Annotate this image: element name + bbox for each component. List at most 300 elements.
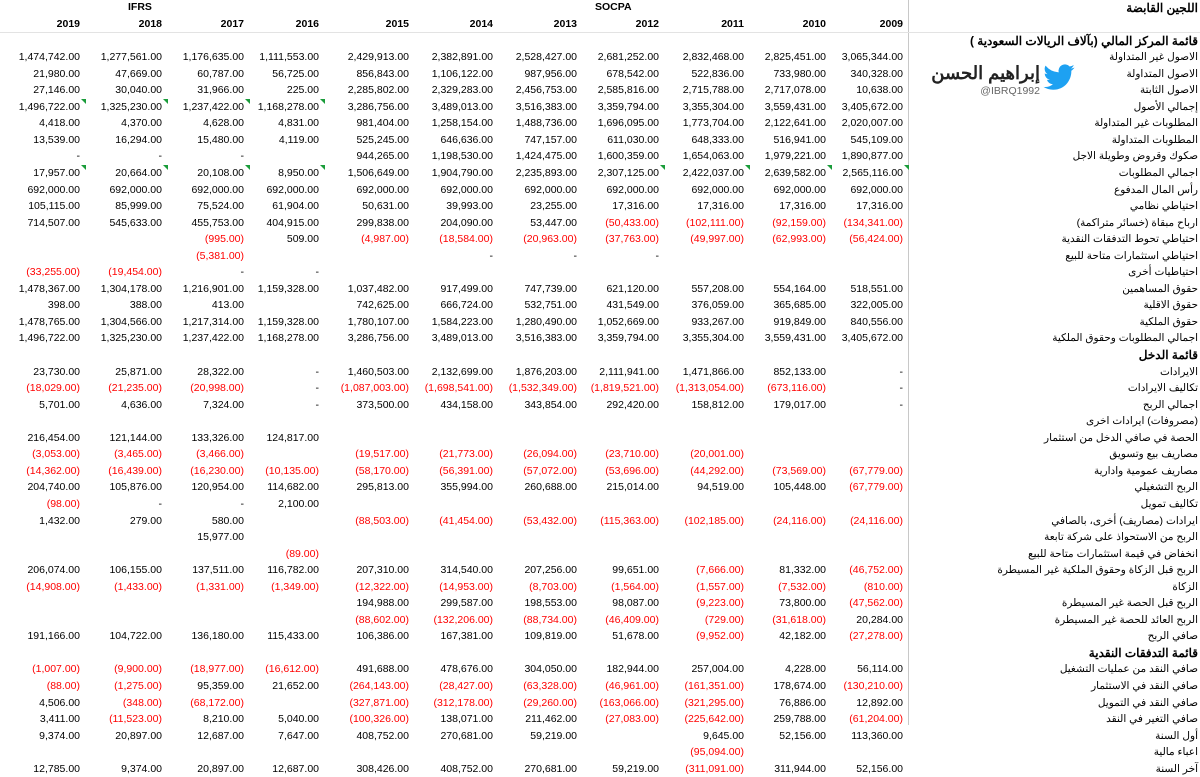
row-label: الربح قبل الزكاة وحقوق الملكية غير المسيطرة (997, 564, 1198, 577)
section-title: قائمة المركز المالي (بآلاف الريالات السعودية ) (969, 33, 1198, 48)
table-row (0, 364, 1200, 380)
cell-2009: 10,638.00 (856, 84, 903, 97)
cell-2016: 12,687.00 (272, 762, 319, 775)
cell-2011: (311,091.00) (685, 762, 744, 775)
cell-2011: 17,316.00 (697, 200, 744, 213)
row-label: الايرادات (1159, 365, 1198, 378)
row-label: احتياطيات أخرى (1128, 266, 1198, 279)
cell-2019: 3,411.00 (39, 713, 80, 726)
row-label: الربح قبل الحصة غير المسيطرة (1061, 597, 1198, 610)
row-label: حقوق الاقلية (1143, 299, 1198, 312)
cell-2018: (21,235.00) (108, 382, 162, 395)
cell-2015: 373,500.00 (356, 398, 409, 411)
cell-comment-flag (320, 99, 325, 104)
cell-2009: 322,005.00 (850, 299, 903, 312)
table-row (0, 198, 1200, 214)
row-label: رأس المال المدفوع (1113, 183, 1198, 196)
cell-2011: 3,355,304.00 (682, 332, 744, 345)
cell-2014: 646,636.00 (440, 133, 493, 146)
cell-2016: 8,950.00 (278, 166, 319, 179)
section-title: قائمة الدخل (1138, 348, 1198, 362)
cell-2014: 2,132,699.00 (431, 365, 493, 378)
cell-2015: 194,988.00 (356, 597, 409, 610)
cell-2013: 53,447.00 (530, 216, 577, 229)
cell-2014: 434,158.00 (440, 398, 493, 411)
table-row (0, 165, 1200, 181)
cell-2011: 257,004.00 (691, 663, 744, 676)
cell-2016: - (315, 382, 319, 395)
table-row (0, 446, 1200, 462)
cell-comment-flag (81, 165, 86, 170)
cell-2013: 260,688.00 (524, 481, 577, 494)
cell-2019: 692,000.00 (27, 183, 80, 196)
cell-2017: (5,381.00) (196, 249, 244, 262)
cell-2012: 17,316.00 (612, 200, 659, 213)
cell-2015: 3,286,756.00 (347, 100, 409, 113)
table-row (0, 612, 1200, 628)
cell-2010: (7,532.00) (778, 580, 826, 593)
company-name: اللجين القابضة (1126, 1, 1198, 15)
table-row (0, 546, 1200, 562)
cell-2011: (161,351.00) (684, 680, 744, 692)
cell-2014: 299,587.00 (440, 597, 493, 610)
cell-2019: 1,496,722.00 (18, 100, 80, 113)
table-row (0, 661, 1200, 677)
table-row (0, 380, 1200, 396)
cell-2016: 115,433.00 (267, 630, 319, 643)
cell-2016: 124,817.00 (266, 431, 319, 444)
row-label: صافي النقد في الاستثمار (1091, 680, 1198, 692)
table-row (0, 148, 1200, 164)
table-row (0, 562, 1200, 578)
cell-2016: (1,349.00) (271, 580, 319, 593)
cell-2015: (19,517.00) (355, 448, 409, 461)
cell-2015: 295,813.00 (356, 481, 409, 494)
cell-2013: (53,432.00) (523, 514, 577, 527)
table-row (0, 215, 1200, 231)
cell-2014: (56,391.00) (439, 464, 493, 477)
cell-2019: 1,496,722.00 (18, 332, 80, 345)
cell-2009: (67,779.00) (849, 464, 903, 477)
table-row (0, 728, 1200, 744)
year-header-2014: 2014 (469, 18, 493, 30)
cell-2019: (98.00) (46, 497, 80, 510)
cell-2017: 20,108.00 (197, 166, 244, 179)
cell-2019: (3,053.00) (32, 448, 80, 461)
cell-2011: 9,645.00 (703, 729, 744, 742)
cell-2010: 3,559,431.00 (764, 332, 826, 345)
table-row (0, 579, 1200, 595)
cell-2011: (20,001.00) (690, 448, 744, 461)
cell-2010: 1,979,221.00 (764, 150, 826, 163)
cell-2012: (46,961.00) (605, 680, 659, 692)
cell-2009: 340,328.00 (850, 67, 903, 80)
cell-2017: 1,217,314.00 (182, 315, 244, 328)
cell-2018: 1,325,230.00 (100, 100, 162, 113)
cell-2019: 27,146.00 (33, 84, 80, 97)
year-header-2016: 2016 (295, 18, 319, 30)
cell-2009: 2,565,116.00 (842, 166, 903, 179)
cell-2011: 2,832,468.00 (682, 51, 744, 64)
cell-2009: 3,065,344.00 (841, 51, 903, 64)
cell-2010: (31,618.00) (772, 613, 826, 626)
cell-2011: 2,422,037.00 (682, 166, 744, 179)
cell-2016: 1,168,278.00 (257, 332, 319, 345)
cell-2010: 692,000.00 (773, 183, 826, 196)
row-label: المطلوبات غير المتداولة (1094, 117, 1198, 130)
cell-2012: (163,066.00) (599, 696, 659, 709)
cell-2010: 105,448.00 (773, 481, 826, 494)
table-row (0, 695, 1200, 711)
cell-2018: 105,876.00 (109, 481, 162, 494)
cell-2016: 4,119.00 (278, 133, 319, 146)
cell-2009: 113,360.00 (851, 729, 903, 742)
row-label: الربح التشغيلي (1134, 481, 1198, 494)
table-row (0, 496, 1200, 512)
cell-2012: 51,678.00 (612, 630, 659, 643)
cell-2013: 747,157.00 (524, 133, 577, 146)
cell-2014: 314,540.00 (440, 564, 493, 577)
cell-2012: (53,696.00) (605, 464, 659, 477)
cell-comment-flag (163, 99, 168, 104)
cell-2015: 491,688.00 (356, 663, 409, 676)
cell-2011: 933,267.00 (691, 315, 744, 328)
cell-2019: (88.00) (46, 680, 80, 692)
year-header-2015: 2015 (385, 18, 409, 30)
cell-2009: (46,752.00) (849, 564, 903, 577)
cell-2012: (50,433.00) (605, 216, 659, 229)
cell-2012: (37,763.00) (605, 233, 659, 246)
cell-2010: 733,980.00 (773, 67, 826, 80)
cell-2017: 413.00 (211, 299, 244, 312)
cell-2009: 518,551.00 (850, 282, 903, 295)
row-label: الزكاة (1172, 580, 1198, 593)
cell-2015: (58,170.00) (355, 464, 409, 477)
cell-2017: 15,977.00 (197, 531, 244, 544)
cell-2019: 191,166.00 (27, 630, 80, 643)
cell-2012: 1,600,359.00 (597, 150, 659, 163)
cell-2011: (9,223.00) (696, 597, 744, 610)
cell-2011: (95,094.00) (690, 746, 744, 759)
table-row (0, 264, 1200, 280)
cell-2013: (20,963.00) (523, 233, 577, 246)
cell-2009: (24,116.00) (850, 514, 903, 527)
cell-2013: (1,532,349.00) (508, 382, 577, 395)
cell-comment-flag (660, 165, 665, 170)
cell-2014: 2,329,283.00 (431, 84, 493, 97)
cell-2010: 259,788.00 (773, 713, 826, 726)
row-label: آخر السنة (1155, 762, 1198, 775)
table-row (0, 314, 1200, 330)
cell-2012: 3,359,794.00 (597, 332, 659, 345)
cell-2017: 4,628.00 (203, 117, 244, 130)
cell-2016: 404,915.00 (266, 216, 319, 229)
cell-2010: 311,944.00 (774, 762, 826, 775)
cell-2015: (4,987.00) (361, 233, 409, 246)
cell-2013: (63,328.00) (523, 680, 577, 692)
cell-2012: 2,681,252.00 (597, 51, 659, 64)
cell-2017: (20,998.00) (190, 382, 244, 395)
row-label: صافي الربح (1147, 630, 1198, 643)
cell-2013: 3,516,383.00 (515, 100, 577, 113)
cell-2015: 1,506,649.00 (347, 166, 409, 179)
cell-2019: 1,478,765.00 (18, 315, 80, 328)
cell-2015: 299,838.00 (356, 216, 409, 229)
cell-comment-flag (904, 165, 909, 170)
cell-2018: 20,897.00 (115, 729, 162, 742)
cell-2014: 3,489,013.00 (431, 332, 493, 345)
row-label: احتياطي تحوط التدفقات النقدية (1061, 233, 1198, 246)
cell-2009: (130,210.00) (843, 680, 903, 692)
cell-2018: 1,304,566.00 (100, 315, 162, 328)
cell-2017: 137,511.00 (192, 564, 244, 577)
cell-2019: 216,454.00 (27, 431, 80, 444)
cell-2012: 678,542.00 (606, 67, 659, 80)
cell-2015: 408,752.00 (356, 729, 409, 742)
cell-2013: (57,072.00) (523, 464, 577, 477)
cell-2016: (16,612.00) (265, 663, 319, 676)
row-label: إجمالي الأصول (1133, 100, 1198, 113)
table-row (0, 397, 1200, 413)
cell-2011: 158,812.00 (691, 398, 744, 411)
cell-2009: 17,316.00 (856, 200, 903, 213)
year-header-2012: 2012 (635, 18, 659, 30)
cell-2010: 3,559,431.00 (764, 100, 826, 113)
cell-2015: (100,326.00) (349, 713, 409, 726)
table-row (0, 463, 1200, 479)
row-label: الربح من الاستحواذ على شركة تابعة (1044, 531, 1198, 544)
cell-2018: 1,277,561.00 (100, 51, 162, 64)
cell-2012: 99,651.00 (612, 564, 659, 577)
cell-2014: 478,676.00 (440, 663, 493, 676)
cell-2017: 136,180.00 (191, 630, 244, 643)
cell-2016: 114,682.00 (267, 481, 319, 494)
twitter-bird-icon (1040, 61, 1078, 95)
cell-2017: 133,326.00 (191, 431, 244, 444)
cell-2010: 73,800.00 (779, 597, 826, 610)
cell-2014: - (489, 249, 493, 262)
cell-2016: 692,000.00 (266, 183, 319, 196)
cell-2019: 1,432.00 (39, 514, 80, 527)
cell-2014: (41,454.00) (439, 514, 493, 527)
brand-handle: @IBRQ1992 (980, 85, 1040, 97)
cell-2012: 215,014.00 (606, 481, 659, 494)
cell-2017: - (240, 497, 244, 510)
cell-2010: (24,116.00) (773, 514, 826, 527)
cell-2018: (3,465.00) (114, 448, 162, 461)
cell-2013: 532,751.00 (524, 299, 577, 312)
cell-2015: 1,780,107.00 (347, 315, 409, 328)
cell-2009: (810.00) (863, 580, 903, 593)
cell-2011: 376,059.00 (691, 299, 744, 312)
cell-2011: 522,836.00 (691, 67, 744, 80)
cell-2018: 30,040.00 (115, 84, 162, 97)
cell-2012: 292,420.00 (606, 398, 659, 411)
cell-2017: (1,331.00) (196, 580, 244, 593)
cell-2015: (327,871.00) (349, 696, 409, 709)
cell-2016: 5,040.00 (278, 713, 319, 726)
section-title: قائمة التدفقات النقدية (1088, 645, 1198, 660)
row-label: احتياطي نظامي (1129, 200, 1198, 213)
row-label: اجمالي الربح (1142, 398, 1198, 411)
cell-2016: 116,782.00 (267, 564, 319, 577)
cell-2014: 39,993.00 (446, 200, 493, 213)
cell-2013: 1,488,736.00 (515, 117, 577, 130)
cell-2012: 2,111,941.00 (599, 365, 659, 378)
cell-2013: 2,528,427.00 (515, 51, 577, 64)
cell-2014: (312,178.00) (433, 696, 493, 709)
cell-2013: 23,255.00 (530, 200, 577, 213)
cell-2017: 1,237,422.00 (182, 100, 244, 113)
cell-2019: 714,507.00 (27, 216, 80, 229)
cell-2018: 121,144.00 (109, 431, 162, 444)
cell-comment-flag (745, 165, 750, 170)
cell-2010: 179,017.00 (773, 398, 826, 411)
cell-2015: 944,265.00 (356, 150, 409, 163)
row-label: الاصول المتداولة (1126, 67, 1198, 80)
cell-2011: 1,654,063.00 (682, 150, 744, 163)
cell-2012: (1,819,521.00) (590, 382, 659, 395)
cell-2017: 455,753.00 (191, 216, 244, 229)
cell-2019: (18,029.00) (26, 382, 80, 395)
cell-2017: - (240, 266, 244, 279)
cell-comment-flag (245, 99, 250, 104)
cell-2019: (1,007.00) (32, 663, 80, 676)
table-row (0, 761, 1200, 777)
cell-2015: (88,602.00) (355, 613, 409, 626)
cell-2018: 4,636.00 (121, 398, 162, 411)
table-row (0, 115, 1200, 131)
cell-2011: 1,471,866.00 (682, 365, 744, 378)
cell-2014: 167,381.00 (440, 630, 493, 643)
cell-2015: (88,503.00) (355, 514, 409, 527)
table-row (0, 430, 1200, 446)
cell-2016: 1,159,328.00 (257, 315, 319, 328)
cell-2014: 666,724.00 (440, 299, 493, 312)
cell-2017: 7,324.00 (203, 398, 244, 411)
cell-2012: 692,000.00 (606, 183, 659, 196)
cell-2014: 692,000.00 (440, 183, 493, 196)
cell-2017: 580.00 (211, 514, 244, 527)
cell-2018: (11,523.00) (109, 713, 162, 726)
cell-2012: 59,219.00 (612, 762, 659, 775)
row-label: صافي النقد في التمويل (1097, 696, 1198, 709)
cell-2018: 4,370.00 (121, 117, 162, 130)
row-label: الحصة في صافي الدخل من استثمار (1044, 431, 1198, 444)
table-row (0, 479, 1200, 495)
cell-2013: 343,854.00 (524, 398, 577, 411)
cell-2010: 2,639,582.00 (764, 166, 826, 179)
cell-2017: 1,237,422.00 (182, 332, 244, 345)
cell-2017: 120,954.00 (191, 481, 244, 494)
cell-2014: 270,681.00 (440, 729, 493, 742)
cell-2015: 525,245.00 (356, 133, 409, 146)
year-header-2009: 2009 (879, 18, 903, 30)
cell-2019: (14,908.00) (26, 580, 80, 593)
cell-2009: 2,020,007.00 (841, 117, 903, 130)
cell-2011: (44,292.00) (690, 464, 744, 477)
cell-2015: 1,460,503.00 (347, 365, 409, 378)
cell-2019: 4,418.00 (39, 117, 80, 130)
cell-2012: 2,307,125.00 (597, 166, 659, 179)
cell-2011: (729.00) (704, 613, 744, 626)
cell-2012: (23,710.00) (605, 448, 659, 461)
cell-2019: 105,115.00 (28, 200, 80, 213)
cell-comment-flag (827, 165, 832, 170)
cell-2018: 279.00 (129, 514, 162, 527)
cell-2018: 20,664.00 (115, 166, 162, 179)
cell-2016: (10,135.00) (265, 464, 319, 477)
cell-2018: 85,999.00 (115, 200, 162, 213)
table-row (0, 182, 1200, 198)
cell-2016: 61,904.00 (272, 200, 319, 213)
cell-2013: 2,456,753.00 (515, 84, 577, 97)
cell-2019: 398.00 (47, 299, 80, 312)
cell-2010: (92,159.00) (772, 216, 826, 229)
table-row (0, 513, 1200, 529)
row-label: صافي النقد من عمليات التشغيل (1059, 663, 1198, 676)
cell-2011: (9,952.00) (696, 630, 744, 643)
cell-2013: 304,050.00 (524, 663, 577, 676)
cell-2012: 2,585,816.00 (597, 84, 659, 97)
cell-2010: 42,182.00 (779, 630, 826, 643)
cell-2014: 3,489,013.00 (431, 100, 493, 113)
year-header-2017: 2017 (220, 18, 244, 30)
cell-2010: 76,886.00 (779, 696, 826, 709)
table-row (0, 628, 1200, 644)
cell-2011: (7,666.00) (696, 564, 744, 577)
cell-2013: 109,819.00 (524, 630, 577, 643)
cell-2013: 207,256.00 (524, 564, 577, 577)
cell-2018: - (158, 497, 162, 510)
cell-2010: (73,569.00) (772, 464, 826, 477)
cell-2011: 648,333.00 (691, 133, 744, 146)
cell-2015: 50,631.00 (362, 200, 409, 213)
cell-comment-flag (81, 99, 86, 104)
cell-2010: 852,133.00 (773, 365, 826, 378)
cell-2010: 365,685.00 (773, 299, 826, 312)
cell-2013: (88,734.00) (523, 613, 577, 626)
cell-2012: 1,052,669.00 (597, 315, 659, 328)
row-label: (مصروفات) ايرادات اخرى (1086, 415, 1198, 428)
row-label: حقوق المساهمين (1122, 282, 1198, 295)
table-row (0, 281, 1200, 297)
cell-2013: 2,235,893.00 (515, 166, 577, 179)
cell-2016: 56,725.00 (272, 67, 319, 80)
cell-2009: 20,284.00 (856, 613, 903, 626)
cell-2010: 554,164.00 (773, 282, 826, 295)
cell-2016: 1,159,328.00 (257, 282, 319, 295)
cell-2013: 270,681.00 (524, 762, 577, 775)
cell-2013: 987,956.00 (524, 67, 577, 80)
cell-2009: 1,890,877.00 (841, 150, 903, 163)
table-row (0, 330, 1200, 346)
cell-2009: - (899, 398, 903, 411)
cell-2017: - (240, 150, 244, 163)
cell-2017: 95,359.00 (197, 680, 244, 692)
cell-2015: 692,000.00 (356, 183, 409, 196)
cell-2010: 919,849.00 (773, 315, 826, 328)
cell-comment-flag (163, 165, 168, 170)
cell-2009: 545,109.00 (850, 133, 903, 146)
cell-2017: 31,966.00 (197, 84, 244, 97)
cell-2016: - (315, 365, 319, 378)
cell-2018: 388.00 (129, 299, 162, 312)
cell-2009: - (899, 365, 903, 378)
cell-2012: 621,120.00 (606, 282, 659, 295)
cell-2010: 17,316.00 (779, 200, 826, 213)
row-label: اجمالي المطلوبات (1118, 166, 1198, 179)
